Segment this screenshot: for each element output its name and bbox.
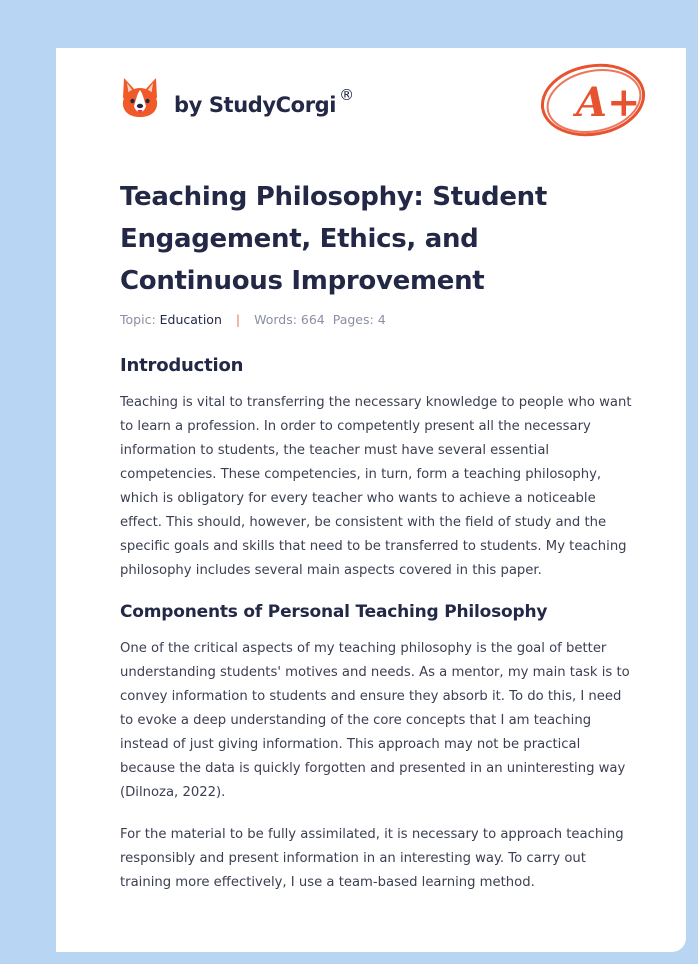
words-label: Words: bbox=[254, 312, 297, 327]
svg-text:A+: A+ bbox=[576, 79, 641, 126]
words-value: 664 bbox=[300, 312, 325, 327]
document-title: Teaching Philosophy: Student Engagement, Ethics, and Continuous Improvement bbox=[120, 182, 548, 296]
registered-mark: ® bbox=[339, 85, 354, 104]
paragraph: For the material to be fully assimilated, it is necessary to approach teaching responsibly and present information in an interesting way. To carry out training more effectively, I use a team-based learning method. bbox=[120, 827, 624, 890]
brand-name: by StudyCorgi ® bbox=[174, 85, 354, 117]
section-heading-introduction: Introduction bbox=[120, 355, 244, 376]
pages-value: 4 bbox=[377, 312, 386, 327]
document-page bbox=[56, 48, 686, 952]
paragraph: Teaching is vital to transferring the necessary knowledge to people who want to learn a profession. In order to competently present all the necessary information to students, the teacher must have several essential competencies. These competencies, in turn, form a teaching philosophy, which is obligatory for every teacher who wants to achieve a noticeable effect. This should, however, be consistent with the field of study and the specific goals and skills that need to be transferred to students. My teaching philosophy includes several main aspects covered in this paper. bbox=[120, 395, 632, 578]
studycorgi-logo[interactable] bbox=[120, 76, 354, 120]
a-plus-grade-badge bbox=[536, 58, 650, 142]
document-meta bbox=[120, 312, 386, 327]
section-heading-components: Components of Personal Teaching Philosophy bbox=[120, 602, 548, 622]
pages-label: Pages: bbox=[332, 312, 374, 327]
corgi-icon bbox=[120, 76, 160, 120]
meta-separator: | bbox=[235, 312, 241, 327]
topic-value[interactable]: Education bbox=[159, 312, 222, 327]
topic-label: Topic: bbox=[120, 312, 156, 327]
paragraph: One of the critical aspects of my teaching philosophy is the goal of better understanding students' motives and needs. As a mentor, my main task is to convey information to students and ensure they absorb it. To do this, I need to evoke a deep understanding of the core concepts that I am teaching instead of just giving information. This approach may not be practical because the data is quickly forgotten and presented in an uninteresting way (Dilnoza, 2022). bbox=[120, 641, 630, 800]
document-body bbox=[120, 354, 632, 895]
